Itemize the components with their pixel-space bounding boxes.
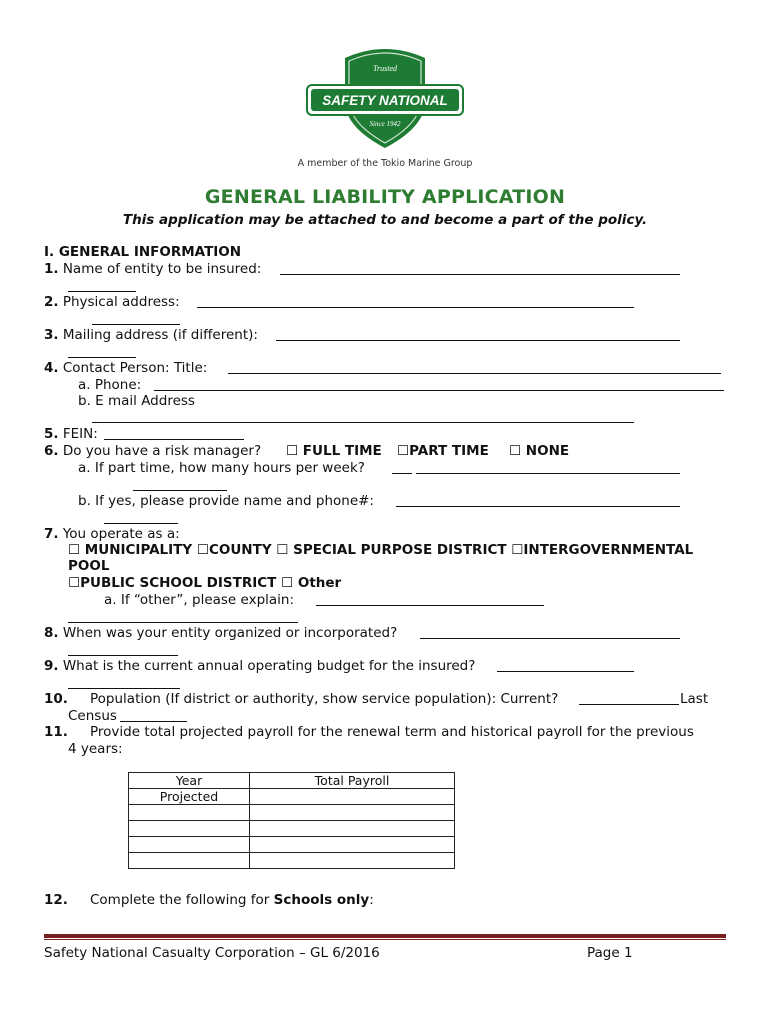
risk-manager-field-cont[interactable] xyxy=(104,512,178,524)
page-title: GENERAL LIABILITY APPLICATION xyxy=(204,186,566,208)
mailing-address-field-cont[interactable] xyxy=(68,346,136,358)
hours-field[interactable] xyxy=(392,462,412,474)
question-number: 2. xyxy=(44,294,59,310)
table-row xyxy=(129,821,455,837)
page-subtitle: This application may be attached to and become a part of the policy. xyxy=(122,212,648,228)
other-explain-label: a. If “other”, please explain: xyxy=(104,592,295,608)
question-number: 1. xyxy=(44,261,59,277)
table-row xyxy=(129,853,455,869)
phone-label: a. Phone: xyxy=(78,377,142,393)
question-number: 5. xyxy=(44,426,59,442)
year-header: Year xyxy=(129,773,250,789)
total-payroll-header: Total Payroll xyxy=(250,773,455,789)
question-number: 6. xyxy=(44,443,59,459)
part-time-checkbox[interactable]: ☐PART TIME xyxy=(397,443,489,459)
full-time-checkbox[interactable]: ☐ FULL TIME xyxy=(286,443,382,459)
payroll-cell[interactable] xyxy=(250,805,455,821)
footer-rule-thin xyxy=(44,939,726,940)
risk-manager-label: b. If yes, please provide name and phone#: xyxy=(78,493,374,509)
question-2 xyxy=(44,294,180,310)
question-6 xyxy=(44,443,261,459)
question-10-text: Population (If district or authority, show service population): Current? xyxy=(90,691,559,707)
question-4 xyxy=(44,360,207,376)
question-number: 3. xyxy=(44,327,59,343)
physical-address-field[interactable] xyxy=(197,296,634,308)
question-12-bold: Schools only xyxy=(273,892,370,908)
question-3 xyxy=(44,327,258,343)
question-9 xyxy=(44,658,475,674)
email-label: b. E mail Address xyxy=(78,393,195,409)
question-12-text xyxy=(90,892,374,908)
question-text: Name of entity to be insured: xyxy=(62,261,262,277)
operate-options-line3[interactable]: ☐PUBLIC SCHOOL DISTRICT ☐ Other xyxy=(68,575,342,591)
operate-options-line2: POOL xyxy=(68,558,110,574)
logo-top-text: Trusted xyxy=(372,64,398,73)
question-1 xyxy=(44,261,261,277)
census-field[interactable] xyxy=(120,710,187,722)
payroll-cell[interactable] xyxy=(250,837,455,853)
table-header-row xyxy=(129,773,455,789)
contact-title-field[interactable] xyxy=(228,362,721,374)
population-current-field[interactable] xyxy=(579,693,679,705)
question-number: 4. xyxy=(44,360,59,376)
footer-company: Safety National Casualty Corporation – GL 6/2016 xyxy=(44,945,380,961)
entity-name-field[interactable] xyxy=(280,263,680,275)
risk-manager-field[interactable] xyxy=(396,495,680,507)
question-text: Physical address: xyxy=(62,294,180,310)
none-checkbox[interactable]: ☐ NONE xyxy=(509,443,570,459)
operate-options-line1[interactable]: ☐ MUNICIPALITY ☐COUNTY ☐ SPECIAL PURPOSE DISTRICT ☐INTERGOVERNMENTAL xyxy=(68,542,694,558)
question-number: 8. xyxy=(44,625,59,641)
logo-bottom-text: Since 1942 xyxy=(369,120,401,128)
hours-field-b[interactable] xyxy=(416,462,680,474)
hours-field-cont[interactable] xyxy=(133,479,227,491)
footer-rule xyxy=(44,934,726,938)
organized-date-field[interactable] xyxy=(420,627,680,639)
question-11-cont: 4 years: xyxy=(68,741,123,757)
year-cell[interactable] xyxy=(129,853,250,869)
physical-address-field-cont[interactable] xyxy=(92,313,180,325)
year-cell[interactable] xyxy=(129,821,250,837)
table-row xyxy=(129,789,455,805)
organized-date-field-cont[interactable] xyxy=(68,644,178,656)
email-field[interactable] xyxy=(92,411,634,423)
question-text: Contact Person: Title: xyxy=(62,360,208,376)
other-explain-field-cont[interactable] xyxy=(68,611,298,623)
payroll-cell[interactable] xyxy=(250,821,455,837)
question-text: Do you have a risk manager? xyxy=(62,443,262,459)
table-row xyxy=(129,805,455,821)
member-line: A member of the Tokio Marine Group xyxy=(297,158,473,169)
question-12-post: : xyxy=(369,892,374,908)
budget-field-cont[interactable] xyxy=(68,677,180,689)
year-cell[interactable] xyxy=(129,837,250,853)
payroll-table xyxy=(128,772,455,869)
question-10-number: 10. xyxy=(44,691,68,707)
fein-field[interactable] xyxy=(104,428,244,440)
budget-field[interactable] xyxy=(497,660,634,672)
question-11-text: Provide total projected payroll for the renewal term and historical payroll for the previous xyxy=(90,724,694,740)
other-explain-field[interactable] xyxy=(316,594,544,606)
year-cell[interactable] xyxy=(129,805,250,821)
question-text: Mailing address (if different): xyxy=(62,327,258,343)
payroll-cell[interactable] xyxy=(250,853,455,869)
payroll-cell[interactable] xyxy=(250,789,455,805)
hours-label: a. If part time, how many hours per week? xyxy=(78,460,365,476)
census-label: Census xyxy=(68,708,117,724)
question-5 xyxy=(44,426,98,442)
logo-banner-text: SAFETY NATIONAL xyxy=(322,93,448,108)
question-number: 9. xyxy=(44,658,59,674)
table-row xyxy=(129,837,455,853)
question-text: FEIN: xyxy=(62,426,98,442)
safety-national-logo xyxy=(305,44,465,152)
question-8 xyxy=(44,625,397,641)
question-11-number: 11. xyxy=(44,724,68,740)
question-text: When was your entity organized or incorporated? xyxy=(62,625,398,641)
question-text: What is the current annual operating budget for the insured? xyxy=(62,658,476,674)
question-number: 7. xyxy=(44,526,59,542)
mailing-address-field[interactable] xyxy=(276,329,680,341)
year-cell[interactable]: Projected xyxy=(129,789,250,805)
last-label: Last xyxy=(680,691,709,707)
footer-page-number: Page 1 xyxy=(587,945,633,961)
question-12-pre: Complete the following for xyxy=(90,892,274,908)
question-text: You operate as a: xyxy=(62,526,180,542)
phone-field[interactable] xyxy=(154,379,724,391)
entity-name-field-cont[interactable] xyxy=(68,280,136,292)
section-heading: I. GENERAL INFORMATION xyxy=(44,244,242,260)
question-12-number: 12. xyxy=(44,892,68,908)
question-7 xyxy=(44,526,180,542)
